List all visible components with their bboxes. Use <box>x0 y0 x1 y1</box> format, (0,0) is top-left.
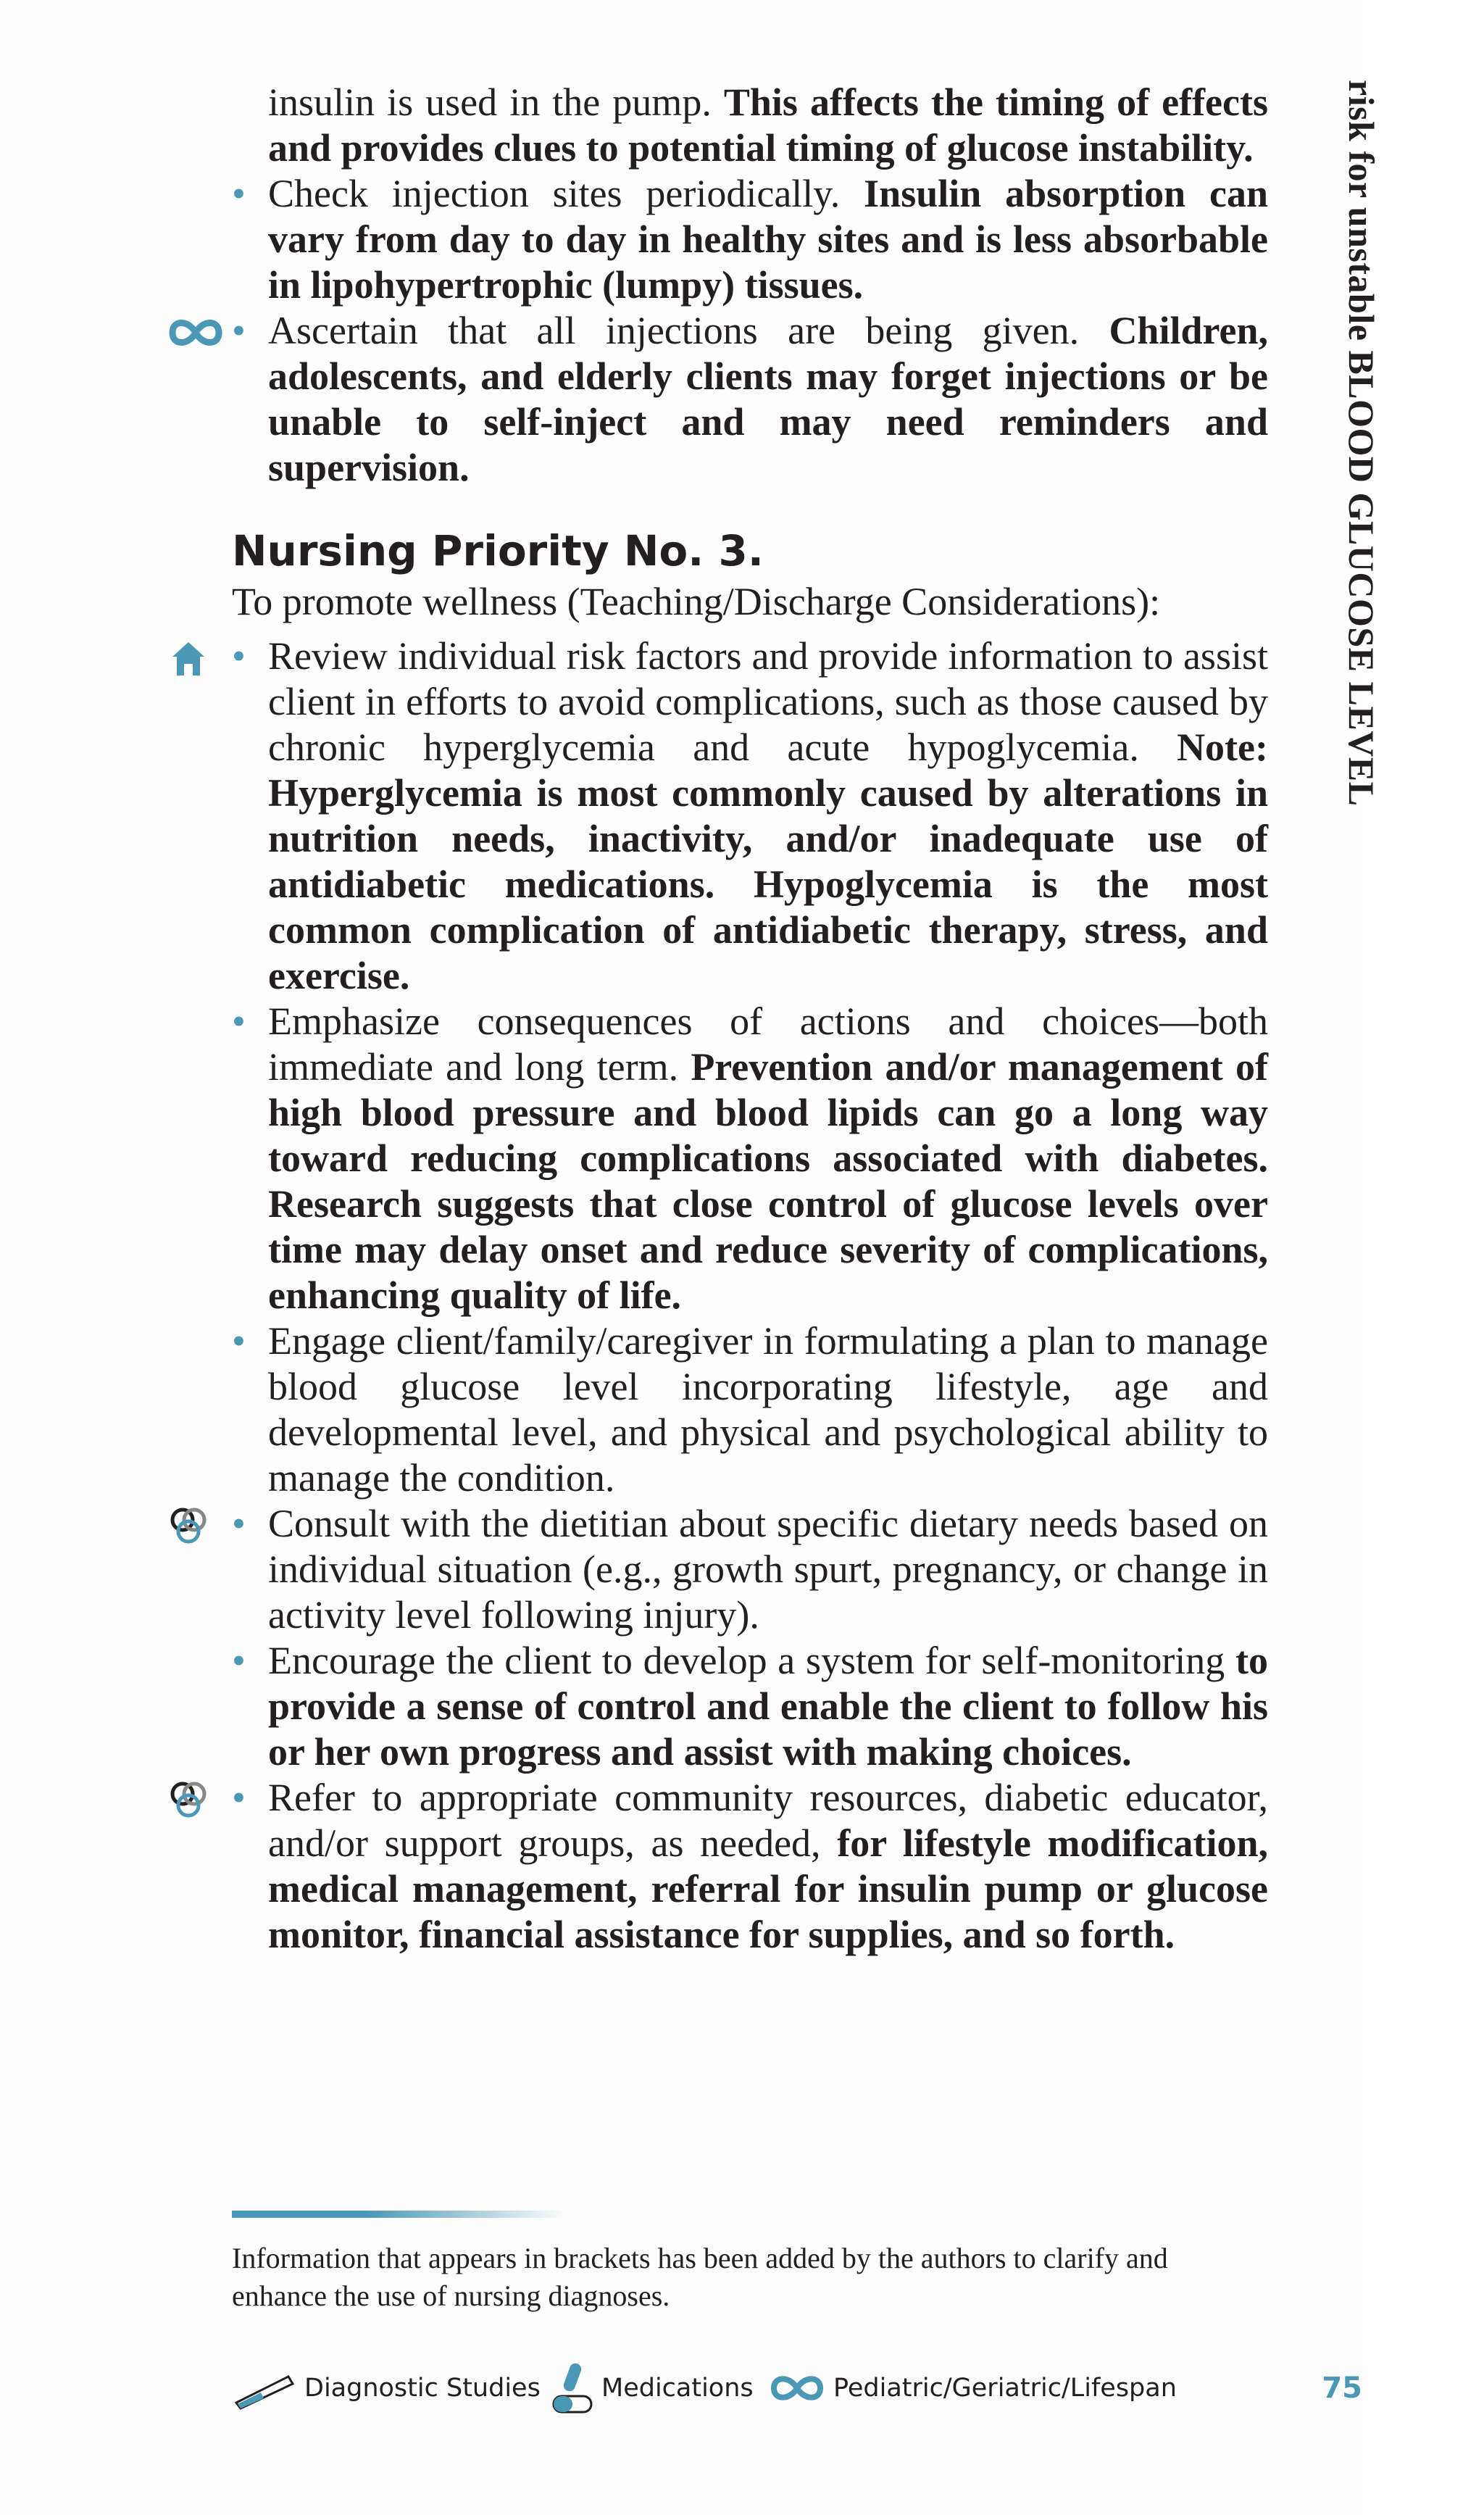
continued-normal: insulin is used in the pump. <box>268 80 724 124</box>
bullet-dot: • <box>232 1319 246 1363</box>
bullet-dot: • <box>232 1639 246 1682</box>
legend-lifespan <box>768 2359 1177 2417</box>
bullet-normal: Consult with the dietitian about specific dietary needs based on individual situation (e.g., growth spurt, pregnancy, or change in activity level following injury). <box>268 1502 1268 1637</box>
legend-diagnostic <box>232 2359 541 2417</box>
bullet-bold: to provide a sense of control and enable the client to follow his or her own progress and assist with making choices. <box>268 1639 1268 1774</box>
legend-diagnostic-label: Diagnostic Studies <box>304 2374 541 2403</box>
list-item <box>232 633 1268 999</box>
icon-legend <box>232 2359 1362 2417</box>
test-tube-icon <box>232 2366 297 2410</box>
running-head-caps: BLOOD GLUCOSE LEVEL <box>1341 350 1382 807</box>
legend-medications <box>551 2359 754 2417</box>
nursing-priority-heading: Nursing Priority No. 3. <box>232 526 764 575</box>
legend-lifespan-label: Pediatric/Geriatric/Lifespan <box>833 2374 1177 2403</box>
page-number: 75 <box>1322 2371 1362 2405</box>
bullet-normal: Engage client/family/caregiver in formulating a plan to manage blood glucose level incorporating lifestyle, age and developmental level, and physical and psychological ability to manage the condition. <box>268 1319 1268 1500</box>
footnote-rule <box>232 2211 565 2218</box>
continued-paragraph <box>268 80 1268 171</box>
legend-medications-label: Medications <box>601 2374 754 2403</box>
bullet-dot: • <box>232 999 246 1043</box>
list-item <box>232 1775 1268 1958</box>
bullet-normal: Emphasize consequences of actions and choices—both immediate and long term. <box>268 999 1268 1089</box>
bullet-dot: • <box>232 1502 246 1545</box>
bullet-normal: Refer to appropriate community resources, diabetic educator, and/or support groups, as needed, <box>268 1776 1268 1865</box>
home-icon <box>167 636 217 680</box>
bullet-normal: Check injection sites periodically. <box>268 172 864 215</box>
lifespan-icon <box>167 311 217 354</box>
bullet-bold: Note: Hyperglycemia is most commonly caused by alterations in nutrition needs, inactivity, and/or inadequate use of antidiabetic medications. Hypoglycemia is the most common complication of antidiabetic therapy, stress, and exercise. <box>268 726 1268 997</box>
nursing-priority-subheading: To promote wellness (Teaching/Discharge Considerations): <box>232 580 1161 623</box>
list-item <box>232 1501 1268 1638</box>
bullet-normal: Ascertain that all injections are being given. <box>268 309 1109 352</box>
bullet-dot: • <box>232 1776 246 1819</box>
bullet-dot: • <box>232 309 246 352</box>
pill-icon <box>551 2360 594 2416</box>
bullet-normal: Review individual risk factors and provide information to assist client in efforts to avoid complications, such as those caused by chronic hyperglycemia and acute hypoglycemia. <box>268 634 1268 769</box>
collaborative-icon <box>167 1778 217 1821</box>
list-item <box>232 999 1268 1318</box>
bullet-bold: Insulin absorption can vary from day to day in healthy sites and is less absorbable in lipohypertrophic (lumpy) tissues. <box>268 172 1269 307</box>
running-head <box>1341 80 1383 807</box>
main-content <box>232 80 1268 1958</box>
bullet-bold: Children, adolescents, and elderly clients may forget injections or be unable to self-inject and may need reminders and supervision. <box>268 309 1268 489</box>
bullet-bold: Prevention and/or management of high blood pressure and blood lipids can go a long way toward reducing complications associated with diabetes. Research suggests that close control of glucose levels over time may delay onset and reduce severity of complications, enhancing quality of life. <box>268 1045 1268 1317</box>
running-head-lower: risk for unstable <box>1341 80 1382 351</box>
bullet-normal: Encourage the client to develop a system for self-monitoring <box>268 1639 1236 1682</box>
bullet-dot: • <box>232 172 246 215</box>
continued-bold: This affects the timing of effects and provides clues to potential timing of glucose instability. <box>268 80 1268 170</box>
footnote: Information that appears in brackets has been added by the authors to clarify and enhance the use of nursing diagnoses. <box>232 2242 1168 2312</box>
list-item <box>232 1318 1268 1501</box>
list-item <box>232 171 1268 308</box>
list-item <box>232 308 1268 491</box>
bullet-bold: for lifestyle modification, medical management, referral for insulin pump or glucose monitor, financial assistance for supplies, and so forth. <box>268 1821 1268 1956</box>
collaborative-icon <box>167 1504 217 1547</box>
list-item <box>232 1638 1268 1775</box>
lifespan-icon <box>768 2370 826 2406</box>
bullet-dot: • <box>232 634 246 678</box>
